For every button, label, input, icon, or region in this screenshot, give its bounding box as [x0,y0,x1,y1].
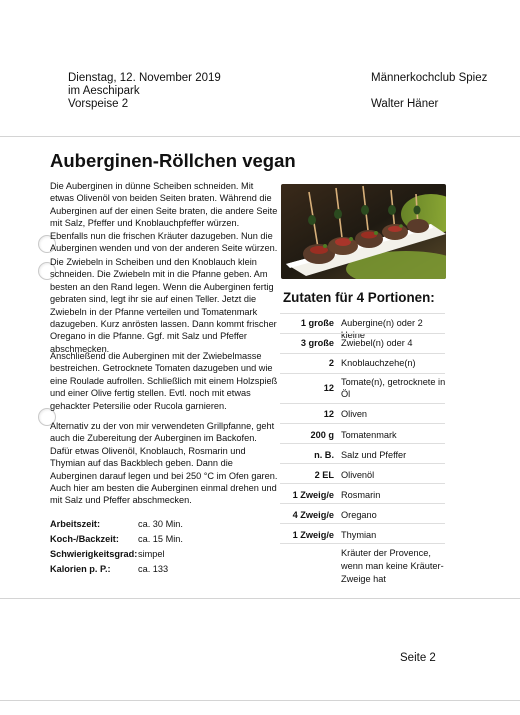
header-date: Dienstag, 12. November 2019 [68,72,221,84]
ingredient-row [280,313,445,340]
ingredient-quantity: 4 Zweig/e [292,510,334,520]
header-club: Männerkochclub Spiez [371,72,488,84]
ingredient-quantity: 12 [323,409,334,419]
ingredient-row [280,483,445,504]
header-author: Walter Häner [371,98,439,110]
ingredient-name: Rosmarin [341,490,381,500]
info-label-arbeitszeit: Arbeitszeit: [50,519,101,529]
ingredient-name: Thymian [341,530,377,540]
instruction-paragraph: Die Auberginen in dünne Scheiben schneiden. Mit etwas Olivenöl von beiden Seiten braten. Während die Auberginen auf der einen Seite braten, die andere Seite mit Salz, Pfeffer und Knoblauchpfeffer würzen. Ebenfalls nun die frischen Kräuter dazugeben. Nun die Auberginen wenden und von der anderen Seite würzen. [50,181,278,254]
ingredient-quantity: 2 [328,358,334,368]
sheet-edge-top [0,136,520,137]
ingredient-name: Oregano [341,510,377,520]
instruction-paragraph: Anschließend die Auberginen mit der Zwiebelmasse bestreichen. Getrocknete Tomaten dazugeben und wie eine Roulade aufrollen. Schließlich mit einem Holzspieß und einer Olive fertig stellen. Evtl. noch mit etwas gehackter Petersilie oder Rucola garnieren. [50,351,278,411]
ingredient-row [280,543,445,586]
ingredient-row [280,443,445,464]
ingredient-name: Salz und Pfeffer [341,450,407,460]
instruction-paragraph: Die Zwiebeln in Scheiben und den Knoblauch klein schneiden. Die Zwiebeln mit in die Pfanne geben. Am besten an den Rand legen. Wenn die Auberginen fertig gebraten sind, legt ihr sie auf einen Teller. Jetzt die Zwiebeln in der Pfanne verteilen und Tomatenmark dazugeben. Kurz anrösten lassen. Dann kommt frischer Oregano in die Pfanne. Ggf. mit Salz und Pfeffer abschmecken. [50,257,277,354]
ingredient-row [280,353,445,374]
ingredient-name: Tomate(n), getrocknete in Öl [341,377,446,399]
ingredient-quantity: 1 Zweig/e [292,530,334,540]
ingredient-name: Oliven [341,409,368,419]
info-value-backzeit: ca. 15 Min. [138,534,183,544]
ingredient-row [280,463,445,484]
header-location: im Aeschipark [68,85,140,97]
ingredient-row [280,333,445,354]
sheet-edge-lower [0,700,520,701]
recipe-title: Auberginen-Röllchen vegan [50,150,296,171]
header-course: Vorspeise 2 [68,98,129,110]
ingredient-quantity: 1 große [300,318,334,328]
ingredients-title: Zutaten für 4 Portionen: [283,290,435,305]
info-label-kalorien: Kalorien p. P.: [50,564,111,574]
ingredient-row [280,373,445,404]
info-value-schwierigkeit: simpel [138,549,165,559]
ingredient-row [280,503,445,524]
recipe-photo [281,184,446,279]
ingredient-quantity: n. B. [314,450,334,460]
info-value-kalorien: ca. 133 [138,564,169,574]
info-label-backzeit: Koch-/Backzeit: [50,534,119,544]
ingredient-name: Tomatenmark [341,430,397,440]
ingredient-quantity: 1 Zweig/e [292,490,334,500]
ingredient-quantity: 3 große [300,338,334,348]
info-label-schwierigkeit: Schwierigkeitsgrad: [50,549,138,559]
ingredient-quantity: 2 EL [314,470,334,480]
ingredient-name: Aubergine(n) oder 2 kleine [341,318,423,340]
page-number: Seite 2 [400,652,436,664]
ingredient-name: Olivenöl [341,470,375,480]
ingredient-quantity: 12 [323,383,334,393]
ingredient-name: Zwiebel(n) oder 4 [341,338,413,348]
ingredient-row [280,523,445,544]
info-value-arbeitszeit: ca. 30 Min. [138,519,183,529]
ingredient-row [280,403,445,424]
ingredient-row [280,423,445,444]
instruction-paragraph: Alternativ zu der von mir verwendeten Grillpfanne, geht auch die Zubereitung der Auberginen im Backofen. Dafür etwas Olivenöl, Knoblauch, Rosmarin und Thymian auf das Backblech geben. Dann die Auberginen darauf legen und bei 250 °C im Ofen garen. Auch hier am besten die Auberginen einmal drehen und mit Salz und Pfeffer abschmecken. [50,421,278,506]
ingredient-quantity: 200 g [310,430,334,440]
ingredient-name: Kräuter der Provence, wenn man keine Kräuter-Zweige hat [341,548,444,584]
ingredient-name: Knoblauchzehe(n) [341,358,416,368]
sheet-edge-bottom [0,598,520,599]
